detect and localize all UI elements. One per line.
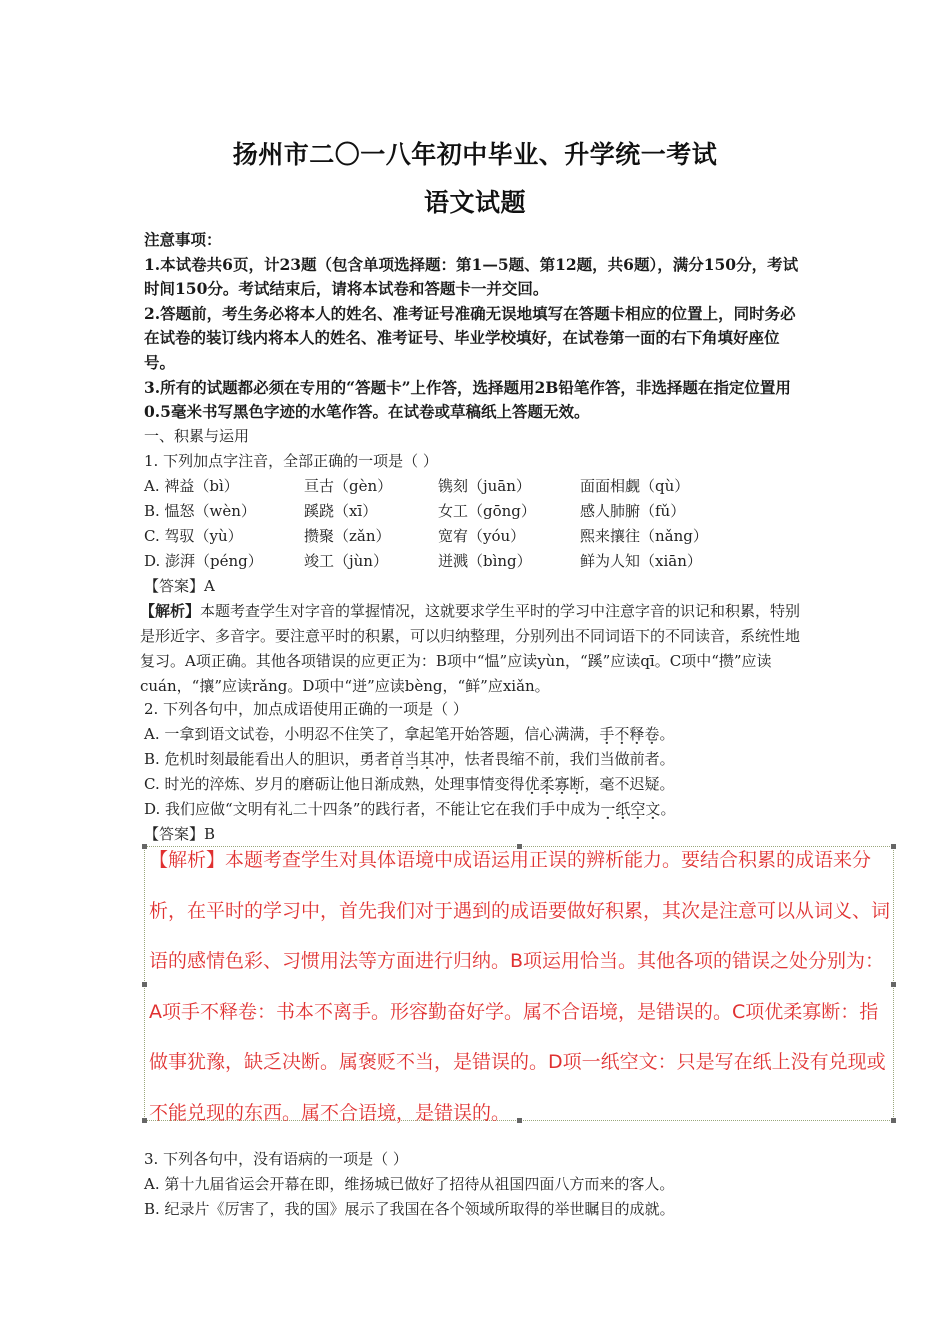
option-cell: 面面相觑（qù） — [580, 477, 690, 495]
emphasis-char: 柔 — [539, 775, 555, 793]
option-cell: 迸溅（bìng） — [438, 552, 532, 570]
option-cell: 镌刻（juān） — [438, 477, 531, 495]
analysis-text: 【解析】本题考查学生对具体语境中成语运用正误的辨析能力。要结合积累的成语来分析，在平时的学习中，首先我们对于遇到的成语要做好积累，其次是注意可以从词义、词语的感情色彩、习惯用法等方面进行归纳。B项运用恰当。其他各项的错误之处分别为：A项手不释卷：书本不离手。形容勤奋好学。属不合语境，是错误的。C项优柔寡断：指做事犹豫，缺乏决断。属褒贬不当，是错误的。D项一纸空文：只是写在纸上没有兑现或不能兑现的东西。属不合语境，是错误的。 — [149, 849, 891, 1124]
analysis-text: 本题考查学生对字音的掌握情况，这就要求学生平时的学习中注意字音的识记和积累，特别是形近字、多音字。要注意平时的积累，可以归纳整理，分别列出不同词语下的不同读音，系统性地复习。A项正确。其他各项错误的应更正为：B项中“愠”应读yùn，“蹊”应读qī。C项中“攒”应读cuán，“攘”应读rǎng。D项中“迸”应读bèng，“鲜”应xiǎn。 — [140, 602, 801, 695]
analysis-label: 【解析】 — [140, 602, 201, 620]
notice-item: 2.答题前，考生务必将本人的姓名、准考证号准确无误地填写在答题卡相应的位置上，同时务必在试卷的装订线内将本人的姓名、准考证号、毕业学校填好，在试卷第一面的右下角填好座位号。 — [144, 303, 796, 372]
emphasis-char: 空 — [630, 800, 646, 818]
emphasis-char: 冲 — [434, 750, 450, 768]
option-cell: 熙来攘往（nǎng） — [580, 527, 708, 545]
option-row — [144, 549, 810, 574]
emphasis-char: 当 — [404, 750, 420, 768]
notice-item: 3.所有的试题都必须在专用的“答题卡”上作答，选择题用2B铅笔作答，非选择题在指定位置用0.5毫米书写黑色字迹的水笔作答。在试卷或草稿纸上答题无效。 — [144, 377, 791, 422]
emphasis-char: 断 — [569, 775, 585, 793]
option-cell: 竣工（jùn） — [304, 552, 388, 570]
option-cell: B. 愠怒（wèn） — [144, 502, 256, 520]
emphasis-char: 一 — [600, 800, 616, 818]
question-3 — [144, 1147, 810, 1222]
resize-handle[interactable] — [517, 1118, 522, 1123]
resize-handle[interactable] — [891, 982, 896, 987]
resize-handle[interactable] — [142, 1118, 147, 1123]
option-cell: 女工（gōng） — [438, 502, 536, 520]
exam-title: 扬州市二〇一八年初中毕业、升学统一考试 — [232, 140, 718, 169]
resize-handle[interactable] — [517, 844, 522, 849]
notice-item: 1.本试卷共6页，计23题（包含单项选择题：第1—5题、第12题，共6题），满分150分，考试时间150分。考试结束后，请将本试卷和答题卡一并交回。 — [144, 254, 799, 299]
option-line: C. 时光的淬炼、岁月的磨砺让他日渐成熟，处理事情变得优柔寡断，毫不迟疑。 — [144, 775, 675, 793]
answer-label: 【答案】B — [144, 825, 216, 843]
answer-label: 【答案】A — [144, 577, 215, 595]
option-line: A. 一拿到语文试卷，小明忍不住笑了，拿起笔开始答题，信心满满，手不释卷。 — [144, 725, 675, 743]
emphasis-char: 寡 — [554, 775, 570, 793]
option-line: D. 我们应做“文明有礼二十四条”的践行者，不能让它在我们手中成为一纸空文。 — [144, 800, 676, 818]
options-grid — [144, 474, 810, 574]
option-row — [144, 474, 810, 499]
option-cell: D. 澎湃（péng） — [144, 552, 263, 570]
option-line: B. 危机时刻最能看出人的胆识，勇者首当其冲，怯者畏缩不前，我们当做前者。 — [144, 750, 675, 768]
question-stem: 3. 下列各句中，没有语病的一项是（ ） — [144, 1150, 408, 1168]
option-cell: A. 裨益（bì） — [144, 477, 239, 495]
emphasis-char: 释 — [629, 725, 645, 743]
emphasis-char: 其 — [419, 750, 435, 768]
emphasis-char: 不 — [614, 725, 630, 743]
notice-heading: 注意事项： — [144, 230, 222, 249]
emphasis-char: 首 — [389, 750, 405, 768]
analysis-text-box[interactable] — [144, 846, 894, 1124]
question-1 — [140, 424, 810, 699]
option-cell: 蹊跷（xī） — [304, 502, 378, 520]
section-heading: 一、积累与运用 — [144, 427, 250, 445]
option-line: B. 纪录片《厉害了，我的国》展示了我国在各个领域所取得的举世瞩目的成就。 — [144, 1200, 675, 1218]
question-2 — [144, 697, 810, 847]
question-stem: 2. 下列各句中，加点成语使用正确的一项是（ ） — [144, 700, 468, 718]
option-cell: 感人肺腑（fǔ） — [580, 502, 686, 520]
option-line: A. 第十九届省运会开幕在即，维扬城已做好了招待从祖国四面八方而来的客人。 — [144, 1175, 675, 1193]
exam-subtitle: 语文试题 — [423, 188, 526, 217]
option-cell: 攒聚（zǎn） — [304, 527, 391, 545]
option-row — [144, 499, 810, 524]
dotted-idiom — [600, 800, 660, 818]
dotted-idiom — [524, 775, 584, 793]
emphasis-char: 优 — [524, 775, 540, 793]
emphasis-char: 卷 — [644, 725, 660, 743]
option-cell: 宽宥（yóu） — [438, 527, 526, 545]
emphasis-char: 纸 — [615, 800, 631, 818]
emphasis-char: 文 — [645, 800, 661, 818]
option-cell: 亘古（gèn） — [304, 477, 393, 495]
emphasis-char: 手 — [599, 725, 615, 743]
dotted-idiom — [599, 725, 659, 743]
dotted-idiom — [390, 750, 450, 768]
resize-handle[interactable] — [891, 1118, 896, 1123]
resize-handle[interactable] — [142, 982, 147, 987]
option-row — [144, 524, 810, 549]
question-stem: 1. 下列加点字注音，全部正确的一项是（ ） — [144, 452, 438, 470]
resize-handle[interactable] — [142, 844, 147, 849]
analysis-block — [140, 599, 810, 699]
resize-handle[interactable] — [891, 844, 896, 849]
option-cell: 鲜为人知（xiān） — [580, 552, 702, 570]
option-cell: C. 驾驭（yù） — [144, 527, 243, 545]
notice-section — [144, 228, 810, 425]
